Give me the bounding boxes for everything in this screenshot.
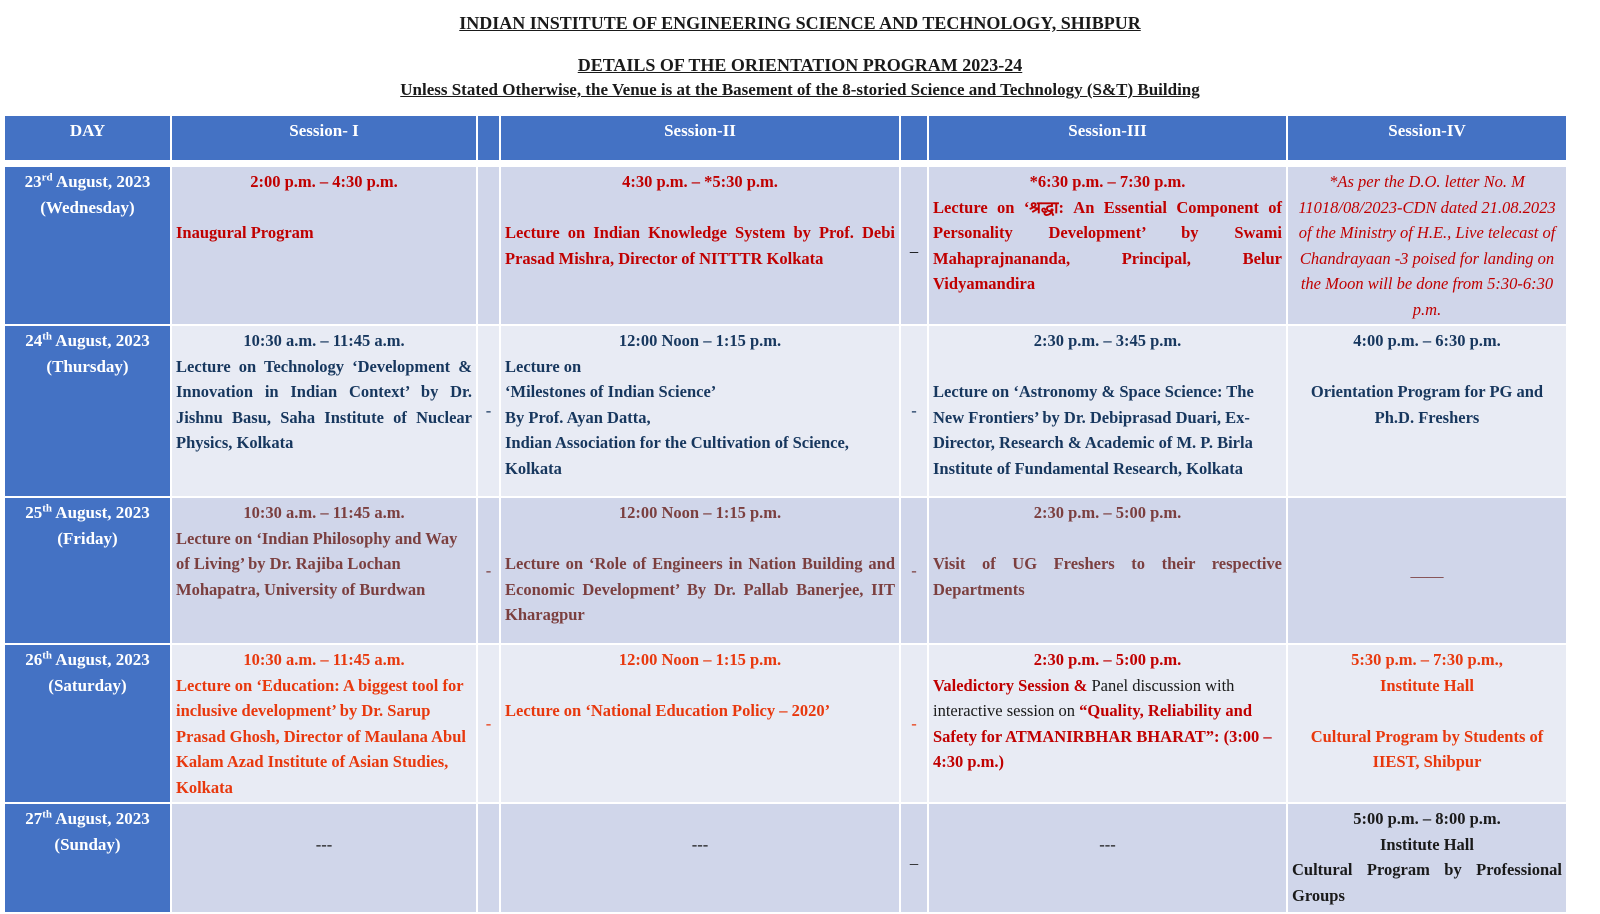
session1-cell: 2:00 p.m. – 4:30 p.m. Inaugural Program — [171, 166, 477, 325]
session4-cell: ____ — [1287, 497, 1567, 644]
session2-cell: 4:30 p.m. – *5:30 p.m. Lecture on Indian Knowledge System by Prof. Debi Prasad Mishra, Director of NITTTR Kolkata — [500, 166, 900, 325]
session3-cell: 2:30 p.m. – 5:00 p.m. Valedictory Session & Panel discussion with interactive session on “Quality, Reliability and Safety for ATMANIRBHAR BHARAT”: (3:00 – 4:30 p.m.) — [928, 644, 1287, 803]
session4-cell: 4:00 p.m. – 6:30 p.m. Orientation Program for PG and Ph.D. Freshers — [1287, 325, 1567, 497]
separator-cell: - — [477, 497, 500, 644]
separator-cell: - — [477, 325, 500, 497]
institute-title: INDIAN INSTITUTE OF ENGINEERING SCIENCE AND TECHNOLOGY, SHIBPUR — [459, 13, 1141, 33]
header-row — [4, 115, 1567, 161]
separator-cell: _ — [900, 803, 928, 913]
session4-cell: 5:00 p.m. – 8:00 p.m. Institute Hall Cultural Program by Professional Groups — [1287, 803, 1567, 913]
table-row — [4, 325, 1567, 497]
separator-cell: _ — [900, 166, 928, 325]
table-row — [4, 166, 1567, 325]
schedule-table — [3, 114, 1568, 914]
session2-cell: 12:00 Noon – 1:15 p.m. Lecture on ‘National Education Policy – 2020’ — [500, 644, 900, 803]
col-session2-header: Session-II — [500, 115, 900, 161]
col-session4-header: Session-IV — [1287, 115, 1567, 161]
session1-cell: 10:30 a.m. – 11:45 a.m. Lecture on Technology ‘Development & Innovation in Indian Context’ by Dr. Jishnu Basu, Saha Institute of Nuclear Physics, Kolkata — [171, 325, 477, 497]
separator-cell: - — [900, 644, 928, 803]
venue-note: Unless Stated Otherwise, the Venue is at the Basement of the 8-storied Science and Technology (S&T) Building — [400, 80, 1200, 99]
col-session3-header: Session-III — [928, 115, 1287, 161]
separator-cell — [477, 166, 500, 325]
table-row — [4, 497, 1567, 644]
table-row — [4, 803, 1567, 913]
session1-cell: 10:30 a.m. – 11:45 a.m. Lecture on ‘Indian Philosophy and Way of Living’ by Dr. Rajiba Lochan Mohapatra, University of Burdwan — [171, 497, 477, 644]
day-cell: 23rd August, 2023 (Wednesday) — [4, 166, 171, 325]
session3-cell: *6:30 p.m. – 7:30 p.m. Lecture on ‘श्रद्धा: An Essential Component of Personality Development’ by Swami Mahaprajnananda, Principal, Belur Vidyamandira — [928, 166, 1287, 325]
col-sep2-header — [900, 115, 928, 161]
session1-cell: 10:30 a.m. – 11:45 a.m. Lecture on ‘Education: A biggest tool for inclusive development’ by Dr. Sarup Prasad Ghosh, Director of Maulana Abul Kalam Azad Institute of Asian Studies, Kolkata — [171, 644, 477, 803]
session3-cell: --- — [928, 803, 1287, 913]
separator-cell: - — [900, 497, 928, 644]
session4-cell: 5:30 p.m. – 7:30 p.m., Institute Hall Cultural Program by Students of IIEST, Shibpur — [1287, 644, 1567, 803]
col-day-header: DAY — [4, 115, 171, 161]
table-row — [4, 644, 1567, 803]
session3-cell: 2:30 p.m. – 5:00 p.m. Visit of UG Freshers to their respective Departments — [928, 497, 1287, 644]
session3-cell: 2:30 p.m. – 3:45 p.m. Lecture on ‘Astronomy & Space Science: The New Frontiers’ by Dr. Debiprasad Duari, Ex-Director, Research & Academic of M. P. Birla Institute of Fundamental Research, Kolkata — [928, 325, 1287, 497]
col-sep1-header — [477, 115, 500, 161]
session2-cell: 12:00 Noon – 1:15 p.m. Lecture on ‘Milestones of Indian Science’ By Prof. Ayan Datta, Indian Association for the Cultivation of Science, Kolkata — [500, 325, 900, 497]
day-cell: 27th August, 2023 (Sunday) — [4, 803, 171, 913]
program-title: DETAILS OF THE ORIENTATION PROGRAM 2023-24 — [577, 55, 1023, 75]
session2-cell: 12:00 Noon – 1:15 p.m. Lecture on ‘Role of Engineers in Nation Building and Economic Development’ By Dr. Pallab Banerjee, IIT Kharagpur — [500, 497, 900, 644]
col-session1-header: Session- I — [171, 115, 477, 161]
day-cell: 24th August, 2023 (Thursday) — [4, 325, 171, 497]
separator-cell: - — [900, 325, 928, 497]
separator-cell — [477, 803, 500, 913]
session1-cell: --- — [171, 803, 477, 913]
separator-cell: - — [477, 644, 500, 803]
day-cell: 25th August, 2023 (Friday) — [4, 497, 171, 644]
session2-cell: --- — [500, 803, 900, 913]
day-cell: 26th August, 2023 (Saturday) — [4, 644, 171, 803]
session4-cell: *As per the D.O. letter No. M 11018/08/2023-CDN dated 21.08.2023 of the Ministry of H.E., Live telecast of Chandrayaan -3 poised for landing on the Moon will be done from 5:30-6:30 p.m. — [1287, 166, 1567, 325]
